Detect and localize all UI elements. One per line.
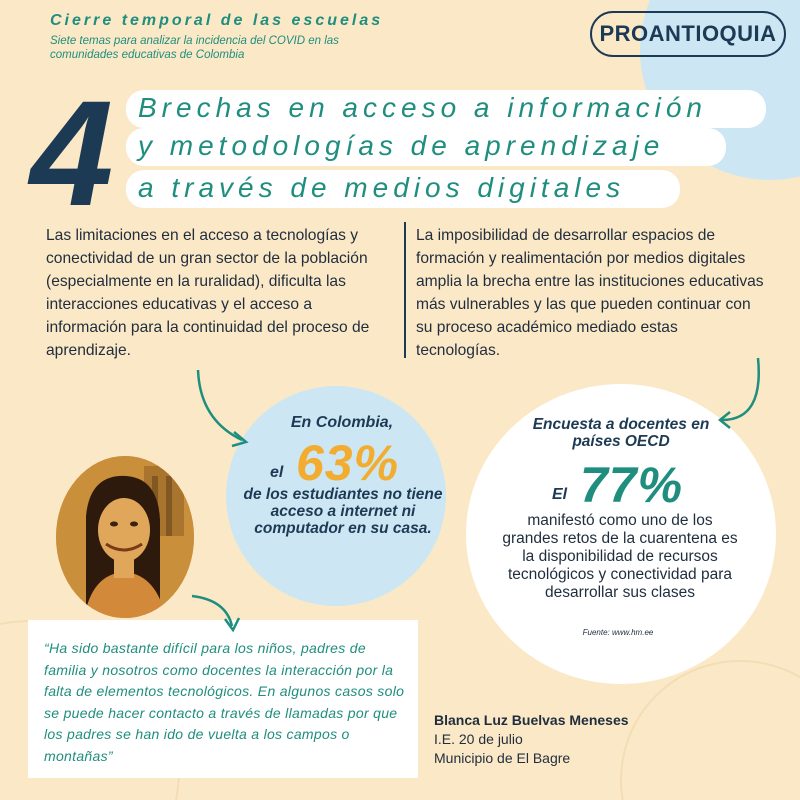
oecd-stat-el: El: [552, 486, 568, 503]
headline-line-1: Brechas en acceso a información: [126, 90, 766, 128]
teacher-photo: [56, 456, 194, 618]
teacher-portrait-illustration: [56, 456, 194, 618]
oecd-stat-text: manifestó como uno de los grandes retos de la cuarentena es la disponibilidad de recursos tecnológicos y conectividad para desarrollar sus clases: [502, 512, 738, 601]
headline-line-2: y metodologías de aprendizaje: [126, 128, 726, 166]
oecd-stat-percent: 77%: [580, 457, 684, 513]
colombia-stat-percent: 63%: [296, 435, 400, 491]
arrow-left-to-colombia: [198, 370, 242, 440]
series-title: Cierre temporal de las escuelas: [50, 12, 384, 29]
arrow-right-to-oecd: [722, 358, 759, 420]
column-divider: [404, 222, 406, 358]
right-column-text: La imposibilidad de desarrollar espacios de formación y realimentación por medios digitales amplia la brecha entre las instituciones educativas más vulnerables y las que pueden continuar con su proceso académico mediado estas tecnologías.: [416, 227, 764, 359]
oecd-stat-source: Fuente: www.hm.ee: [582, 628, 654, 637]
quote-author-institution: I.E. 20 de julio: [434, 731, 523, 747]
topic-number: 4: [30, 69, 114, 237]
brand-logo: PROANTIOQUIA: [590, 11, 786, 57]
oecd-stat-lead: Encuesta a docentes en países OECD: [532, 416, 710, 450]
headline-line-3: a través de medios digitales: [126, 170, 680, 208]
colombia-stat-el: el: [270, 464, 284, 481]
quote-author-municipality: Municipio de El Bagre: [434, 750, 571, 766]
quote-text: “Ha sido bastante difícil para los niños, padres de familia y nosotros como docentes la interacción por la falta de elementos tecnológicos. En algunos casos solo se puede hacer contacto a través de llamadas por que los padres se han ido de vuelta a los campos o montañas”: [44, 640, 405, 764]
colombia-stat-lead: En Colombia,: [290, 414, 394, 431]
quote-author-name: Blanca Luz Buelvas Meneses: [434, 712, 629, 728]
colombia-stat-text: de los estudiantes no tiene acceso a internet ni computador en su casa.: [243, 486, 443, 537]
series-subtitle: Siete temas para analizar la incidencia del COVID en las comunidades educativas de Colombia: [50, 35, 339, 61]
left-column-text: Las limitaciones en el acceso a tecnologías y conectividad de un gran sector de la población (especialmente en la ruralidad), dificulta las interacciones educativas y el acceso a información para la continuidad del proceso de aprendizaje.: [46, 227, 370, 359]
